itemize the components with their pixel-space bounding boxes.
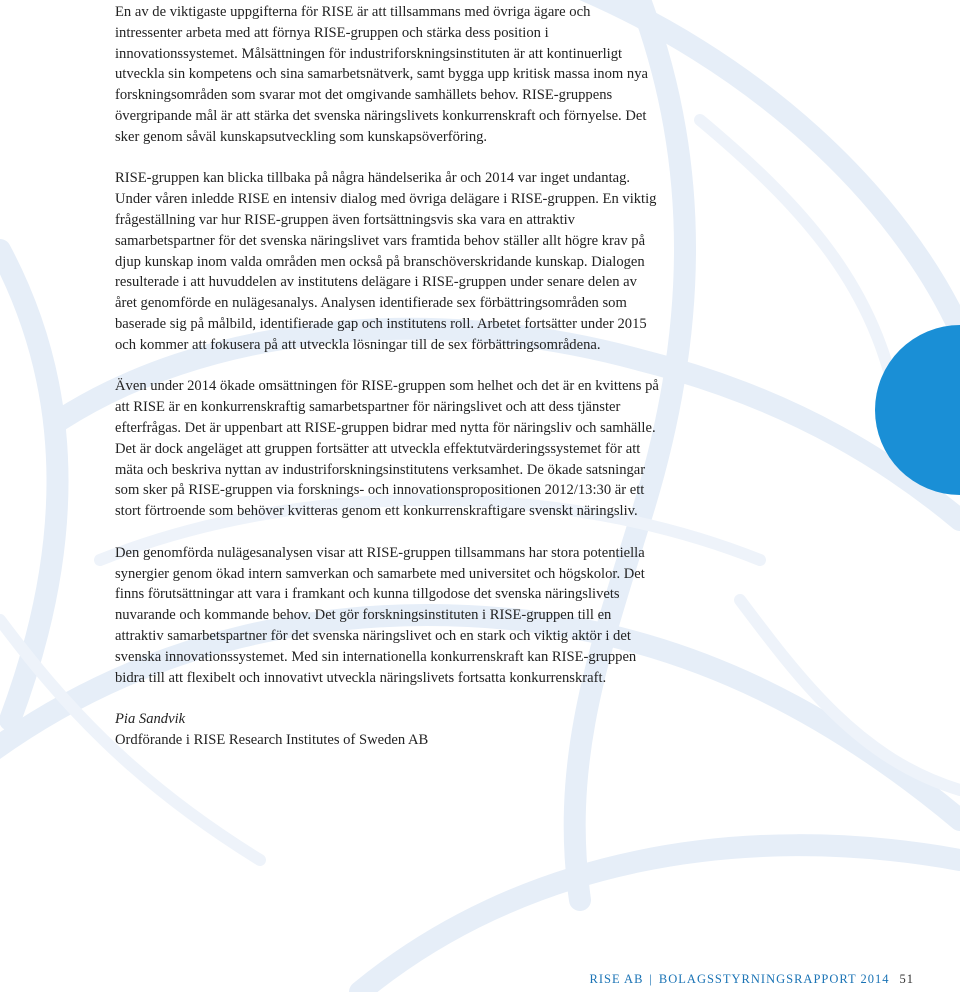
page-footer: [590, 972, 914, 987]
body-text: [115, 2, 660, 751]
page-number: 51: [899, 972, 914, 986]
signature-name: Pia Sandvik: [115, 711, 186, 728]
paragraph-2: RISE-gruppen kan blicka tillbaka på några händelserika år och 2014 var inget undantag. Under våren inledde RISE en intensiv dialog med övriga delägare i RISE-gruppen. En viktig frågeställning var hur RISE-gruppen även fortsättningsvis ska vara en attraktiv samarbetspartner för det svenska näringslivet vars framtida behov ställer allt högre krav på djup kunskap inom valda områden men också på branschöverskridande kunskap. Dialogen resulterade i att huvuddelen av institutens delägare i RISE-gruppen under senare delen av året genomförde en nulägesanalys. Analysen identifierade sex förbättringsområden som baserade sig på målbild, identifierade gap och institutens roll. Arbetet fortsätter under 2015 och kommer att fokusera på att utveckla lösningar till de sex förbättringsområdena.: [115, 170, 657, 353]
paragraph-1: En av de viktigaste uppgifterna för RISE är att tillsammans med övriga ägare och intressenter arbeta med att förnya RISE-gruppen och stärka dess position i innovationssystemet. Målsättningen för industriforskningsinstituten är att kontinuerligt utveckla sin kompetens och sina samarbetsnätverk, samt bygga upp kritisk massa inom nya forskningsområden som svarar mot det omgivande samhällets behov. RISE-gruppens övergripande mål är att stärka det svenska näringslivets konkurrenskraft och förnyelse. Det sker genom såväl kunskapsutveckling som kunskapsöverföring.: [115, 4, 648, 145]
paragraph-4: Den genomförda nulägesanalysen visar att RISE-gruppen tillsammans har stora potentiella synergier genom ökad intern samverkan och samarbete med universitet och högskolor. Det finns förutsättningar att vara i framkant och kunna tillgodose det svenska näringslivets nuvarande och kommande behov. Det gör forskningsinstituten i RISE-gruppen till en attraktiv samarbetspartner för det svenska näringslivet och en stark och viktig aktör i det svenska innovationssystemet. Med sin internationella konkurrenskraft kan RISE-gruppen bidra till att flexibelt och innovativt utveckla näringslivets fortsatta konkurrenskraft.: [115, 544, 645, 686]
signature-block: [115, 709, 660, 751]
signature-title: Ordförande i RISE Research Institutes of Sweden AB: [115, 731, 429, 748]
footer-separator: |: [649, 972, 653, 986]
footer-report-title: BOLAGSSTYRNINGSRAPPORT 2014: [658, 972, 890, 986]
footer-company: RISE AB: [589, 972, 644, 986]
paragraph-3: Även under 2014 ökade omsättningen för RISE-gruppen som helhet och det är en kvittens på att RISE är en konkurrenskraftig samarbetspartner för näringslivet och att dess tjänster efterfrågas. Det är uppenbart att RISE-gruppen bidrar med nytta för näringsliv och samhälle. Det är dock angeläget att gruppen fortsätter att utveckla effektutvärderingssystemet för att mäta och beskriva nyttan av industriforskningsinstitutens verksamhet. De ökade satsningar som sker på RISE-gruppen via forsknings- och innovationspropositionen 2012/13:30 är ett stort förtroende som behöver kvitteras genom ett konkurrenskraftigare svenskt näringsliv.: [115, 378, 659, 520]
